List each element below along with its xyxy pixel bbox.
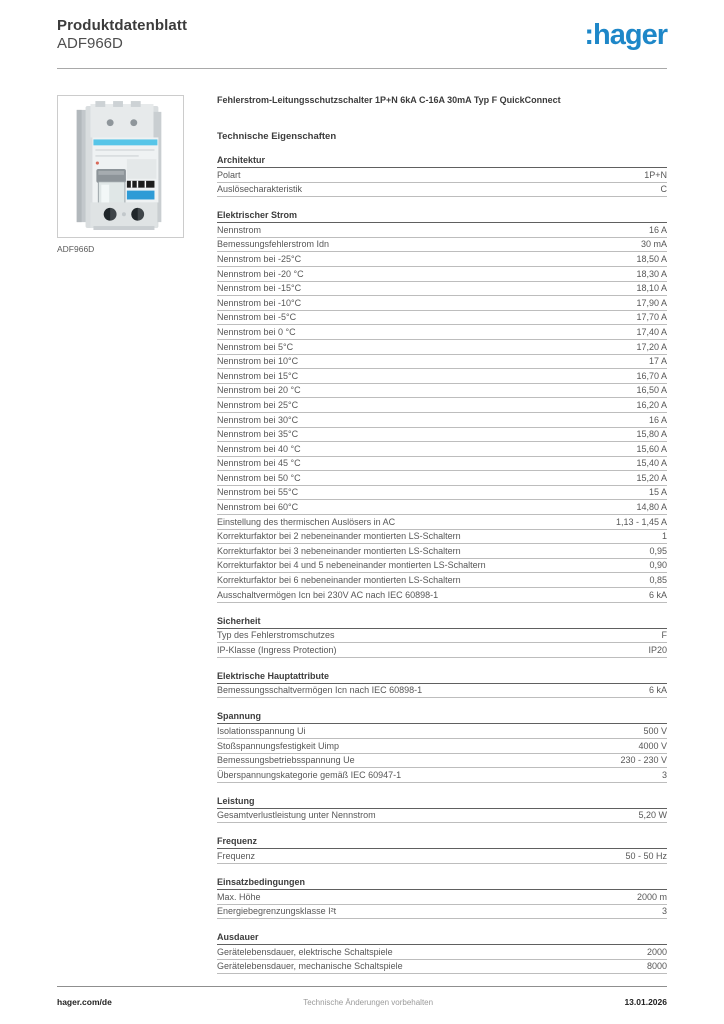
spec-row [217,413,667,428]
spec-label: Nennstrom bei -10°C [217,297,302,308]
spec-row [217,890,667,905]
spec-row [217,384,667,399]
spec-row [217,754,667,769]
spec-label: Gerätelebensdauer, elektrische Schaltspiele [217,946,393,957]
spec-label: Nennstrom bei 60°C [217,502,299,513]
spec-value: 16,20 A [636,399,667,410]
spec-row [217,530,667,545]
spec-row [217,945,667,960]
hager-logo: :hager [584,19,667,51]
spec-section [217,155,667,197]
spec-value: C [660,184,667,195]
spec-label: Nennstrom bei 45 °C [217,458,301,469]
spec-row [217,588,667,603]
spec-value: 17,70 A [636,312,667,323]
spec-value: 2000 m [636,891,667,902]
spec-sections [217,155,667,974]
footer-date: 13.01.2026 [624,997,667,1007]
spec-row [217,643,667,658]
spec-value: 30 mA [640,239,667,250]
spec-value: 14,80 A [636,502,667,513]
spec-label: Nennstrom bei 55°C [217,487,299,498]
spec-label: Typ des Fehlerstromschutzes [217,630,335,641]
spec-label: Nennstrom bei 25°C [217,399,299,410]
section-rows [217,724,667,782]
spec-value: 0,90 [649,560,667,571]
section-heading: Ausdauer [217,932,667,945]
spec-value: 15,40 A [636,458,667,469]
spec-label: Nennstrom bei 20 °C [217,385,301,396]
footer [57,997,667,1007]
spec-label: Nennstrom bei 0 °C [217,326,296,337]
spec-label: Energiebegrenzungsklasse I²t [217,906,337,917]
section-rows [217,945,667,974]
spec-value: 1 [661,531,667,542]
spec-label: Nennstrom bei -15°C [217,283,302,294]
spec-value: 15,80 A [636,429,667,440]
section-rows [217,223,667,602]
spec-value: 17,90 A [636,297,667,308]
circuit-breaker-illustration [58,96,183,237]
spec-value: 1P+N [644,169,667,180]
document-type-title: Produktdatenblatt [57,17,188,34]
section-rows [217,890,667,919]
spec-label: Nennstrom bei -20 °C [217,268,304,279]
spec-label: Korrekturfaktor bei 6 nebeneinander montierten LS-Schaltern [217,575,461,586]
spec-label: Nennstrom bei 50 °C [217,472,301,483]
spec-row [217,457,667,472]
spec-value: 0,85 [649,575,667,586]
spec-value: 16,50 A [636,385,667,396]
spec-label: Nennstrom bei 35°C [217,429,299,440]
spec-value: 17 A [648,356,667,367]
spec-row [217,238,667,253]
spec-value: 230 - 230 V [620,755,667,766]
spec-label: Bemessungsfehlerstrom Idn [217,239,330,250]
spec-label: Bemessungsschaltvermögen Icn nach IEC 60898-1 [217,685,423,696]
product-image [57,95,184,238]
spec-row [217,573,667,588]
spec-label: Nennstrom bei 15°C [217,370,299,381]
spec-row [217,905,667,920]
spec-row [217,325,667,340]
spec-section [217,932,667,974]
spec-value: 2000 [646,946,667,957]
product-image-caption: ADF966D [57,244,95,254]
spec-row [217,296,667,311]
spec-row [217,168,667,183]
spec-row [217,849,667,864]
spec-section [217,616,667,658]
section-heading: Architektur [217,155,667,168]
spec-section [217,796,667,824]
spec-label: Korrekturfaktor bei 3 nebeneinander montierten LS-Schaltern [217,545,461,556]
spec-row [217,252,667,267]
section-heading: Elektrische Hauptattribute [217,671,667,684]
spec-row [217,442,667,457]
spec-label: Gesamtverlustleistung unter Nennstrom [217,810,376,821]
spec-label: Frequenz [217,850,256,861]
spec-label: Korrekturfaktor bei 2 nebeneinander montierten LS-Schaltern [217,531,461,542]
section-rows [217,849,667,864]
spec-value: 5,20 W [638,810,667,821]
spec-section [217,210,667,602]
spec-value: 18,30 A [636,268,667,279]
spec-row [217,500,667,515]
spec-label: Polart [217,169,241,180]
spec-label: Überspannungskategorie gemäß IEC 60947-1 [217,769,402,780]
spec-label: Stoßspannungsfestigkeit Uimp [217,740,340,751]
technical-properties-title: Technische Eigenschaften [217,131,337,142]
spec-row [217,486,667,501]
spec-value: 15,60 A [636,443,667,454]
spec-label: Bemessungsbetriebsspannung Ue [217,755,355,766]
spec-row [217,355,667,370]
spec-row [217,684,667,699]
spec-value: 16 A [648,224,667,235]
footer-website-link[interactable]: hager.com/de [57,997,112,1007]
product-image-column [57,95,184,254]
spec-value: 500 V [643,726,667,736]
spec-value: 18,10 A [636,283,667,294]
spec-value: 6 kA [648,589,667,600]
spec-row [217,311,667,326]
spec-label: Max. Höhe [217,891,261,902]
footer-disclaimer: Technische Änderungen vorbehalten [303,998,434,1007]
spec-row [217,739,667,754]
spec-value: 18,50 A [636,253,667,264]
spec-value: 0,95 [649,545,667,556]
spec-row [217,369,667,384]
spec-row [217,515,667,530]
section-rows [217,629,667,658]
specifications-column [217,95,667,974]
spec-label: Nennstrom bei 5°C [217,341,294,352]
spec-value: 6 kA [648,685,667,696]
spec-row [217,544,667,559]
section-rows [217,809,667,824]
spec-row [217,398,667,413]
spec-row [217,428,667,443]
spec-value: 17,40 A [636,326,667,337]
product-title: Fehlerstrom-Leitungsschutzschalter 1P+N 6kA C-16A 30mA Typ F QuickConnect [217,95,561,105]
spec-label: Gerätelebensdauer, mechanische Schaltspiele [217,961,403,972]
header-divider [57,68,667,69]
spec-row [217,223,667,238]
product-reference: ADF966D [57,35,123,52]
section-heading: Spannung [217,711,667,724]
spec-value: 8000 [646,961,667,972]
spec-row [217,183,667,198]
spec-value: 3 [661,906,667,917]
spec-row [217,724,667,739]
spec-value: 16 A [648,414,667,425]
footer-divider [57,986,667,987]
spec-row [217,629,667,644]
document-header [57,17,187,53]
spec-value: 50 - 50 Hz [625,850,667,861]
spec-section [217,671,667,699]
spec-value: 4000 V [638,740,667,751]
spec-row [217,809,667,824]
spec-row [217,471,667,486]
spec-value: 16,70 A [636,370,667,381]
section-heading: Einsatzbedingungen [217,877,667,890]
spec-value: 1,13 - 1,45 A [615,516,667,527]
spec-row [217,960,667,975]
spec-label: Korrekturfaktor bei 4 und 5 nebeneinander montierten LS-Schaltern [217,560,486,571]
spec-section [217,836,667,864]
spec-row [217,267,667,282]
spec-label: IP-Klasse (Ingress Protection) [217,644,337,655]
spec-label: Nennstrom bei -5°C [217,312,297,323]
spec-value: 15,20 A [636,472,667,483]
spec-row [217,559,667,574]
section-rows [217,684,667,699]
spec-value: F [661,630,667,641]
spec-label: Nennstrom bei 40 °C [217,443,301,454]
section-heading: Leistung [217,796,667,809]
spec-label: Ausschaltvermögen Icn bei 230V AC nach IEC 60898-1 [217,589,439,600]
spec-label: Nennstrom [217,224,262,235]
spec-row [217,340,667,355]
spec-label: Isolationsspannung Ui [217,726,306,736]
spec-label: Nennstrom bei 30°C [217,414,299,425]
spec-row [217,768,667,783]
section-rows [217,168,667,197]
spec-section [217,877,667,919]
spec-label: Nennstrom bei -25°C [217,253,302,264]
spec-value: 15 A [648,487,667,498]
section-heading: Sicherheit [217,616,667,629]
spec-section [217,711,667,782]
spec-value: 17,20 A [636,341,667,352]
section-heading: Elektrischer Strom [217,210,667,223]
spec-row [217,282,667,297]
spec-label: Auslösecharakteristik [217,184,303,195]
spec-label: Nennstrom bei 10°C [217,356,299,367]
spec-value: 3 [661,769,667,780]
section-heading: Frequenz [217,836,667,849]
spec-value: IP20 [648,644,667,655]
spec-label: Einstellung des thermischen Auslösers in AC [217,516,396,527]
